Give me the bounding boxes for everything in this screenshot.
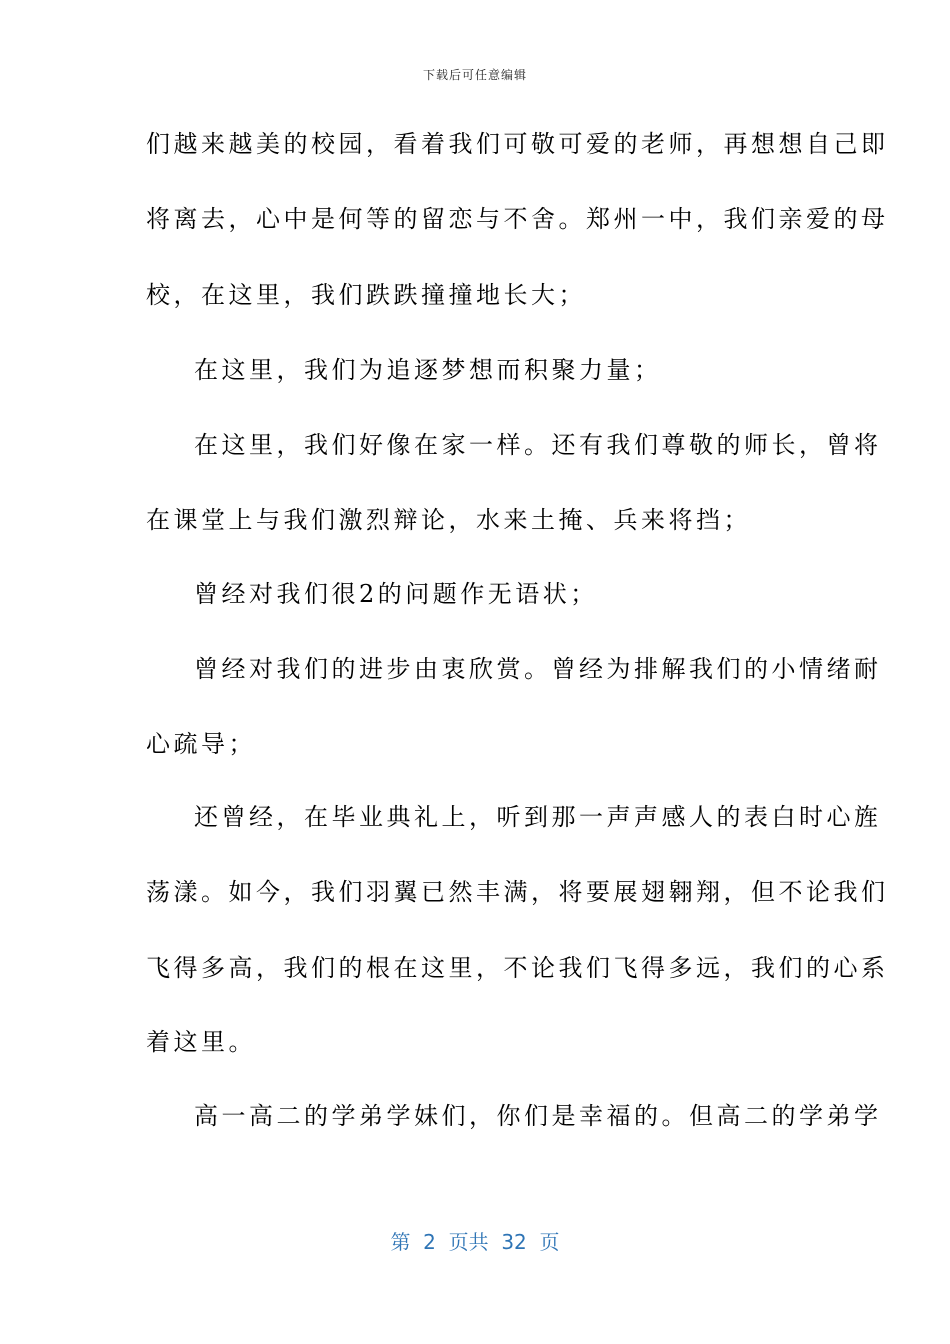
body-line-13: 着这里。 xyxy=(146,1028,256,1056)
body-line-11: 荡漾。如今，我们羽翼已然丰满，将要展翅翱翔，但不论我们 xyxy=(146,878,889,906)
body-line-14: 高一高二的学弟学妹们，你们是幸福的。但高二的学弟学 xyxy=(194,1102,882,1130)
body-line-7: 曾经对我们很2的问题作无语状； xyxy=(194,580,598,608)
body-line-5: 在这里，我们好像在家一样。还有我们尊敬的师长，曾将 xyxy=(194,431,882,459)
body-line-10: 还曾经，在毕业典礼上，听到那一声声感人的表白时心旌 xyxy=(194,803,882,831)
body-line-8: 曾经对我们的进步由衷欣赏。曾经为排解我们的小情绪耐 xyxy=(194,655,882,683)
body-line-9: 心疏导； xyxy=(146,730,256,758)
body-line-6: 在课堂上与我们激烈辩论，水来土掩、兵来将挡； xyxy=(146,506,751,534)
body-line-2: 将离去，心中是何等的留恋与不舍。郑州一中，我们亲爱的母 xyxy=(146,205,889,233)
page-header: 下载后可任意编辑 xyxy=(422,68,527,82)
body-line-4: 在这里，我们为追逐梦想而积聚力量； xyxy=(194,356,662,384)
body-line-1: 们越来越美的校园，看着我们可敬可爱的老师，再想想自己即 xyxy=(146,130,889,158)
body-line-3: 校，在这里，我们跌跌撞撞地长大； xyxy=(146,281,586,309)
page-number-footer: 第 2 页共 32 页 xyxy=(390,1230,560,1254)
body-line-12: 飞得多高，我们的根在这里，不论我们飞得多远，我们的心系 xyxy=(146,954,889,982)
